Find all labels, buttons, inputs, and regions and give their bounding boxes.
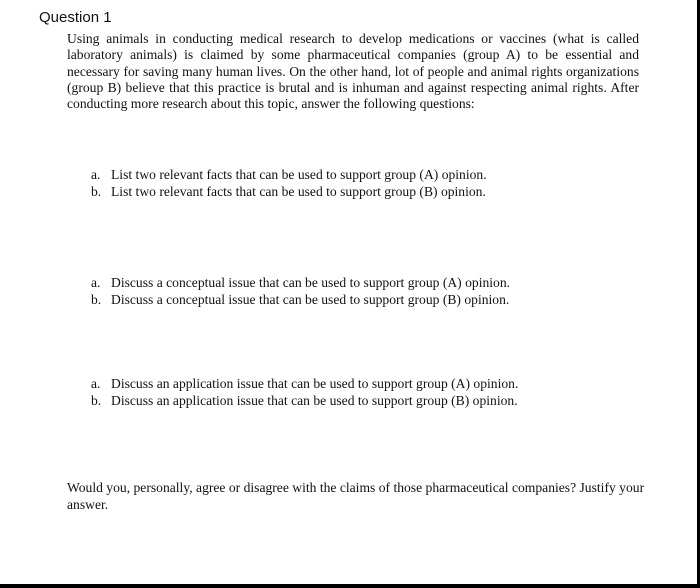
list-item-text: Discuss a conceptual issue that can be used to support group (B) opinion. bbox=[111, 292, 510, 307]
final-question: Would you, personally, agree or disagree with the claims of those pharmaceutical companies? Justify your answer. bbox=[67, 480, 645, 512]
list-item-text: Discuss a conceptual issue that can be used to support group (A) opinion. bbox=[111, 275, 511, 290]
list-item bbox=[91, 375, 518, 392]
question-group-conceptual bbox=[91, 274, 510, 308]
list-marker: a. bbox=[91, 376, 101, 391]
list-item-text: List two relevant facts that can be used to support group (B) opinion. bbox=[111, 184, 486, 199]
list-marker: a. bbox=[91, 275, 101, 290]
list-item bbox=[91, 183, 487, 200]
list-marker: a. bbox=[91, 167, 101, 182]
question-group-application bbox=[91, 375, 518, 409]
list-marker: b. bbox=[91, 184, 102, 199]
list-item-text: Discuss an application issue that can be used to support group (A) opinion. bbox=[111, 376, 519, 391]
list-item-text: Discuss an application issue that can be used to support group (B) opinion. bbox=[111, 393, 518, 408]
question-intro: Using animals in conducting medical research to develop medications or vaccines (what is called laboratory animals) is claimed by some pharmaceutical companies (group A) to be essential and necessary for saving many human lives. On the other hand, lot of people and animal rights organizations (group B) believe that this practice is brutal and is inhuman and against respecting animal rights. After conducting more research about this topic, answer the following questions: bbox=[67, 31, 639, 112]
question-group-facts bbox=[91, 166, 487, 200]
list-item bbox=[91, 274, 510, 291]
list-item bbox=[91, 166, 487, 183]
list-marker: b. bbox=[91, 393, 102, 408]
list-marker: b. bbox=[91, 292, 102, 307]
list-item-text: List two relevant facts that can be used to support group (A) opinion. bbox=[111, 167, 487, 182]
question-title: Question 1 bbox=[39, 9, 112, 26]
list-item bbox=[91, 392, 518, 409]
list-item bbox=[91, 291, 510, 308]
